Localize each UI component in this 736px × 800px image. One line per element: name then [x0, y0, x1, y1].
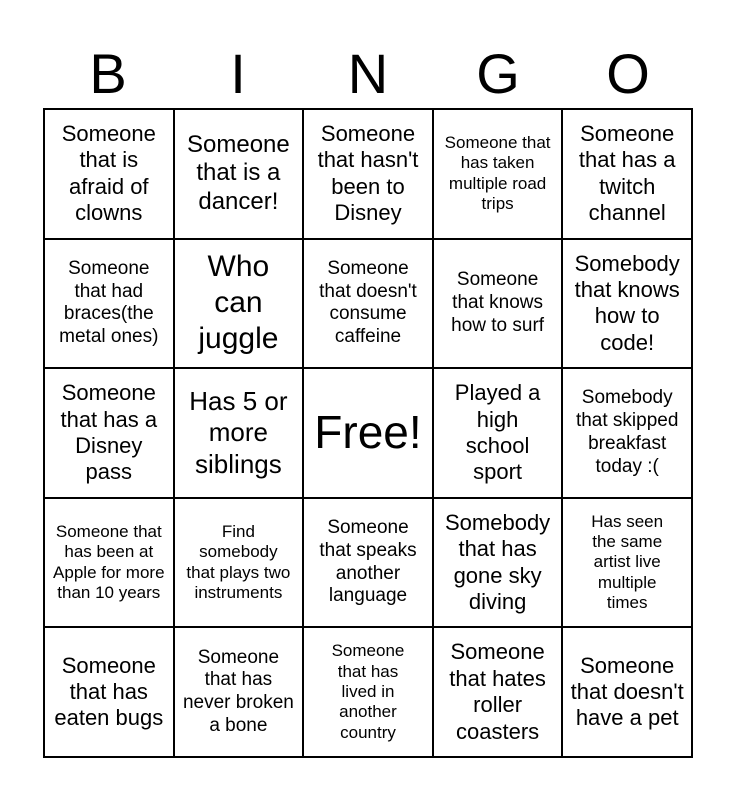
bingo-cell[interactable] — [433, 239, 563, 369]
cell-text: Someone that is a dancer! — [187, 130, 290, 216]
bingo-cell[interactable] — [174, 627, 304, 757]
free-space[interactable] — [303, 368, 433, 498]
cell-text: Someone that has taken multiple road trips — [444, 133, 551, 214]
cell-text: Someone that knows how to surf — [451, 269, 545, 336]
bingo-cell[interactable] — [433, 498, 563, 628]
bingo-cell[interactable] — [44, 498, 174, 628]
cell-text: Someone that hates roller coasters — [449, 639, 546, 744]
cell-text: Who can juggle — [198, 250, 279, 356]
bingo-cell[interactable] — [303, 627, 433, 757]
bingo-cell[interactable] — [562, 627, 692, 757]
cell-text: Someone that doesn't have a pet — [570, 652, 684, 731]
cell-text: Find somebody that plays two instruments — [186, 521, 291, 602]
bingo-cell[interactable] — [303, 239, 433, 369]
cell-text: Someone that hasn't been to Disney — [317, 121, 419, 226]
header-letter-n: N — [347, 42, 389, 105]
cell-text: Someone that has been at Apple for more than 10 years — [53, 521, 165, 602]
bingo-cell[interactable] — [562, 368, 692, 498]
bingo-header — [43, 40, 693, 108]
cell-text: Someone that is afraid of clowns — [61, 121, 156, 226]
bingo-cell[interactable] — [562, 498, 692, 628]
cell-text: Somebody that has gone sky diving — [445, 509, 551, 614]
bingo-cell[interactable] — [303, 109, 433, 239]
bingo-cell[interactable] — [562, 239, 692, 369]
cell-text: Someone that has a Disney pass — [60, 380, 158, 485]
cell-text: Somebody that knows how to code! — [574, 250, 680, 355]
bingo-cell[interactable] — [433, 109, 563, 239]
bingo-cell[interactable] — [174, 368, 304, 498]
bingo-cell[interactable] — [174, 109, 304, 239]
bingo-board — [43, 108, 693, 758]
bingo-cell[interactable] — [303, 498, 433, 628]
bingo-cell[interactable] — [174, 498, 304, 628]
cell-text: Someone that speaks another language — [319, 517, 417, 607]
header-letter-g: G — [476, 42, 520, 105]
bingo-cell[interactable] — [433, 368, 563, 498]
bingo-cell[interactable] — [44, 627, 174, 757]
cell-text: Played a high school sport — [454, 380, 541, 485]
header-letter-b: B — [89, 42, 127, 105]
cell-text: Someone that had braces(the metal ones) — [59, 257, 159, 348]
bingo-cell[interactable] — [44, 368, 174, 498]
header-letter-o: O — [606, 42, 650, 105]
cell-text: Someone that has never broken a bone — [182, 646, 294, 736]
cell-text: Someone that has a twitch channel — [578, 121, 676, 226]
bingo-cell[interactable] — [44, 239, 174, 369]
cell-text: Has seen the same artist live multiple times — [591, 511, 664, 613]
cell-text: Someone that doesn't consume caffeine — [319, 257, 417, 348]
free-space-text: Free! — [314, 406, 422, 459]
cell-text: Has 5 or more siblings — [189, 386, 288, 479]
header-letter-i: I — [230, 42, 246, 105]
cell-text: Somebody that skipped breakfast today :( — [575, 387, 679, 477]
bingo-cell[interactable] — [44, 109, 174, 239]
cell-text: Someone that has eaten bugs — [54, 652, 164, 731]
bingo-cell[interactable] — [562, 109, 692, 239]
bingo-cell[interactable] — [433, 627, 563, 757]
bingo-cell[interactable] — [174, 239, 304, 369]
cell-text: Someone that has lived in another country — [331, 641, 405, 742]
